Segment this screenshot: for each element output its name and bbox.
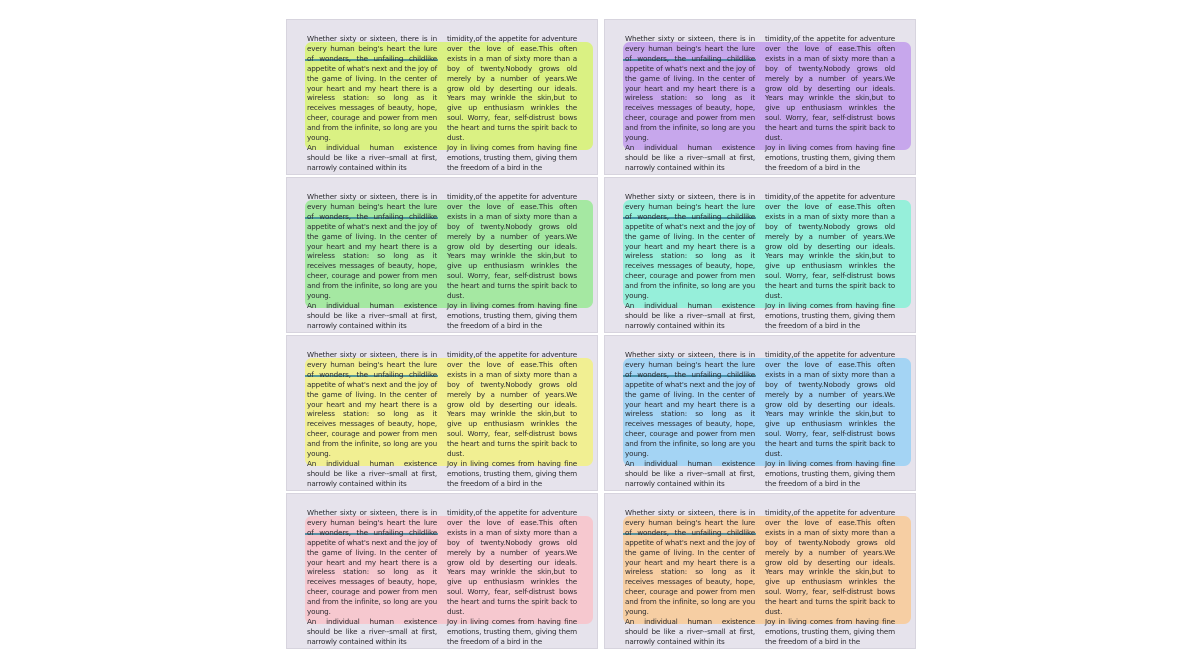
paragraph: timidity,of the appetite for adventure over the love of ease.This often exists in a man of sixty more than a boy of twenty.Nobody grows old merely by a number of years.We grow old by deserting our ideals. Years may wrinkle the skin,but to give up enthusiasm wrinkles the soul. Worry, fear, self-distrust bows the heart and turns the spirit back to dust. <box>447 508 577 617</box>
sample-panel-yellow <box>286 335 598 491</box>
paragraph: Joy in living comes from having fine emotions, trusting them, giving them the freedom of a bird in the <box>765 616 895 646</box>
text-column-right <box>765 192 895 332</box>
sample-panel-peach <box>604 493 916 649</box>
paragraph: An individual human existence should be like a river--small at first, narrowly contained within its <box>307 300 437 330</box>
text-column-right <box>765 508 895 648</box>
text-column-right <box>447 192 577 332</box>
paragraph: Whether sixty or sixteen, there is in every human being's heart the lure of wonders, the unfailing childlike appetite of what's next and the joy of the game of living. In the center of your heart and my heart there is a wireless station: so long as it receives messages of beauty, hope, cheer, courage and power from men and from the infinite, so long are you young. <box>625 350 755 459</box>
text-column-left <box>307 350 437 490</box>
paragraph: timidity,of the appetite for adventure over the love of ease.This often exists in a man of sixty more than a boy of twenty.Nobody grows old merely by a number of years.We grow old by deserting our ideals. Years may wrinkle the skin,but to give up enthusiasm wrinkles the soul. Worry, fear, self-distrust bows the heart and turns the spirit back to dust. <box>765 34 895 143</box>
text-column-left <box>625 192 755 332</box>
sample-panel-mint <box>604 177 916 333</box>
sample-panel-lavender <box>604 19 916 175</box>
paragraph: Whether sixty or sixteen, there is in every human being's heart the lure of wonders, the unfailing childlike appetite of what's next and the joy of the game of living. In the center of your heart and my heart there is a wireless station: so long as it receives messages of beauty, hope, cheer, courage and power from men and from the infinite, so long are you young. <box>307 508 437 617</box>
paragraph: Whether sixty or sixteen, there is in every human being's heart the lure of wonders, the unfailing childlike appetite of what's next and the joy of the game of living. In the center of your heart and my heart there is a wireless station: so long as it receives messages of beauty, hope, cheer, courage and power from men and from the infinite, so long are you young. <box>307 350 437 459</box>
paragraph: timidity,of the appetite for adventure over the love of ease.This often exists in a man of sixty more than a boy of twenty.Nobody grows old merely by a number of years.We grow old by deserting our ideals. Years may wrinkle the skin,but to give up enthusiasm wrinkles the soul. Worry, fear, self-distrust bows the heart and turns the spirit back to dust. <box>447 34 577 143</box>
paragraph: Whether sixty or sixteen, there is in every human being's heart the lure of wonders, the unfailing childlike appetite of what's next and the joy of the game of living. In the center of your heart and my heart there is a wireless station: so long as it receives messages of beauty, hope, cheer, courage and power from men and from the infinite, so long are you young. <box>625 34 755 143</box>
sample-panel-blue <box>604 335 916 491</box>
paragraph: Joy in living comes from having fine emotions, trusting them, giving them the freedom of a bird in the <box>765 142 895 172</box>
paragraph: Whether sixty or sixteen, there is in every human being's heart the lure of wonders, the unfailing childlike appetite of what's next and the joy of the game of living. In the center of your heart and my heart there is a wireless station: so long as it receives messages of beauty, hope, cheer, courage and power from men and from the infinite, so long are you young. <box>307 34 437 143</box>
paragraph: An individual human existence should be like a river--small at first, narrowly contained within its <box>625 300 755 330</box>
paragraph: Whether sixty or sixteen, there is in every human being's heart the lure of wonders, the unfailing childlike appetite of what's next and the joy of the game of living. In the center of your heart and my heart there is a wireless station: so long as it receives messages of beauty, hope, cheer, courage and power from men and from the infinite, so long are you young. <box>625 192 755 301</box>
paragraph: Joy in living comes from having fine emotions, trusting them, giving them the freedom of a bird in the <box>765 300 895 330</box>
paragraph: timidity,of the appetite for adventure over the love of ease.This often exists in a man of sixty more than a boy of twenty.Nobody grows old merely by a number of years.We grow old by deserting our ideals. Years may wrinkle the skin,but to give up enthusiasm wrinkles the soul. Worry, fear, self-distrust bows the heart and turns the spirit back to dust. <box>765 350 895 459</box>
paragraph: Joy in living comes from having fine emotions, trusting them, giving them the freedom of a bird in the <box>447 458 577 488</box>
paragraph: An individual human existence should be like a river--small at first, narrowly contained within its <box>307 458 437 488</box>
paragraph: timidity,of the appetite for adventure over the love of ease.This often exists in a man of sixty more than a boy of twenty.Nobody grows old merely by a number of years.We grow old by deserting our ideals. Years may wrinkle the skin,but to give up enthusiasm wrinkles the soul. Worry, fear, self-distrust bows the heart and turns the spirit back to dust. <box>765 508 895 617</box>
text-column-left <box>625 508 755 648</box>
text-column-right <box>447 34 577 174</box>
text-column-right <box>447 508 577 648</box>
text-column-right <box>765 34 895 174</box>
paragraph: timidity,of the appetite for adventure over the love of ease.This often exists in a man of sixty more than a boy of twenty.Nobody grows old merely by a number of years.We grow old by deserting our ideals. Years may wrinkle the skin,but to give up enthusiasm wrinkles the soul. Worry, fear, self-distrust bows the heart and turns the spirit back to dust. <box>447 192 577 301</box>
paragraph: An individual human existence should be like a river--small at first, narrowly contained within its <box>625 142 755 172</box>
paragraph: Joy in living comes from having fine emotions, trusting them, giving them the freedom of a bird in the <box>447 300 577 330</box>
paragraph: Joy in living comes from having fine emotions, trusting them, giving them the freedom of a bird in the <box>447 142 577 172</box>
sample-panel-green <box>286 177 598 333</box>
paragraph: timidity,of the appetite for adventure over the love of ease.This often exists in a man of sixty more than a boy of twenty.Nobody grows old merely by a number of years.We grow old by deserting our ideals. Years may wrinkle the skin,but to give up enthusiasm wrinkles the soul. Worry, fear, self-distrust bows the heart and turns the spirit back to dust. <box>447 350 577 459</box>
paragraph: An individual human existence should be like a river--small at first, narrowly contained within its <box>625 616 755 646</box>
text-column-right <box>447 350 577 490</box>
paragraph: Whether sixty or sixteen, there is in every human being's heart the lure of wonders, the unfailing childlike appetite of what's next and the joy of the game of living. In the center of your heart and my heart there is a wireless station: so long as it receives messages of beauty, hope, cheer, courage and power from men and from the infinite, so long are you young. <box>307 192 437 301</box>
sample-panel-lime <box>286 19 598 175</box>
paragraph: An individual human existence should be like a river--small at first, narrowly contained within its <box>307 616 437 646</box>
text-column-left <box>625 34 755 174</box>
paragraph: An individual human existence should be like a river--small at first, narrowly contained within its <box>625 458 755 488</box>
text-column-right <box>765 350 895 490</box>
text-column-left <box>625 350 755 490</box>
paragraph: timidity,of the appetite for adventure over the love of ease.This often exists in a man of sixty more than a boy of twenty.Nobody grows old merely by a number of years.We grow old by deserting our ideals. Years may wrinkle the skin,but to give up enthusiasm wrinkles the soul. Worry, fear, self-distrust bows the heart and turns the spirit back to dust. <box>765 192 895 301</box>
text-column-left <box>307 192 437 332</box>
paragraph: Whether sixty or sixteen, there is in every human being's heart the lure of wonders, the unfailing childlike appetite of what's next and the joy of the game of living. In the center of your heart and my heart there is a wireless station: so long as it receives messages of beauty, hope, cheer, courage and power from men and from the infinite, so long are you young. <box>625 508 755 617</box>
text-column-left <box>307 34 437 174</box>
paragraph: An individual human existence should be like a river--small at first, narrowly contained within its <box>307 142 437 172</box>
paragraph: Joy in living comes from having fine emotions, trusting them, giving them the freedom of a bird in the <box>447 616 577 646</box>
text-column-left <box>307 508 437 648</box>
paragraph: Joy in living comes from having fine emotions, trusting them, giving them the freedom of a bird in the <box>765 458 895 488</box>
highlighter-sample-grid <box>286 19 916 651</box>
sample-panel-pink <box>286 493 598 649</box>
